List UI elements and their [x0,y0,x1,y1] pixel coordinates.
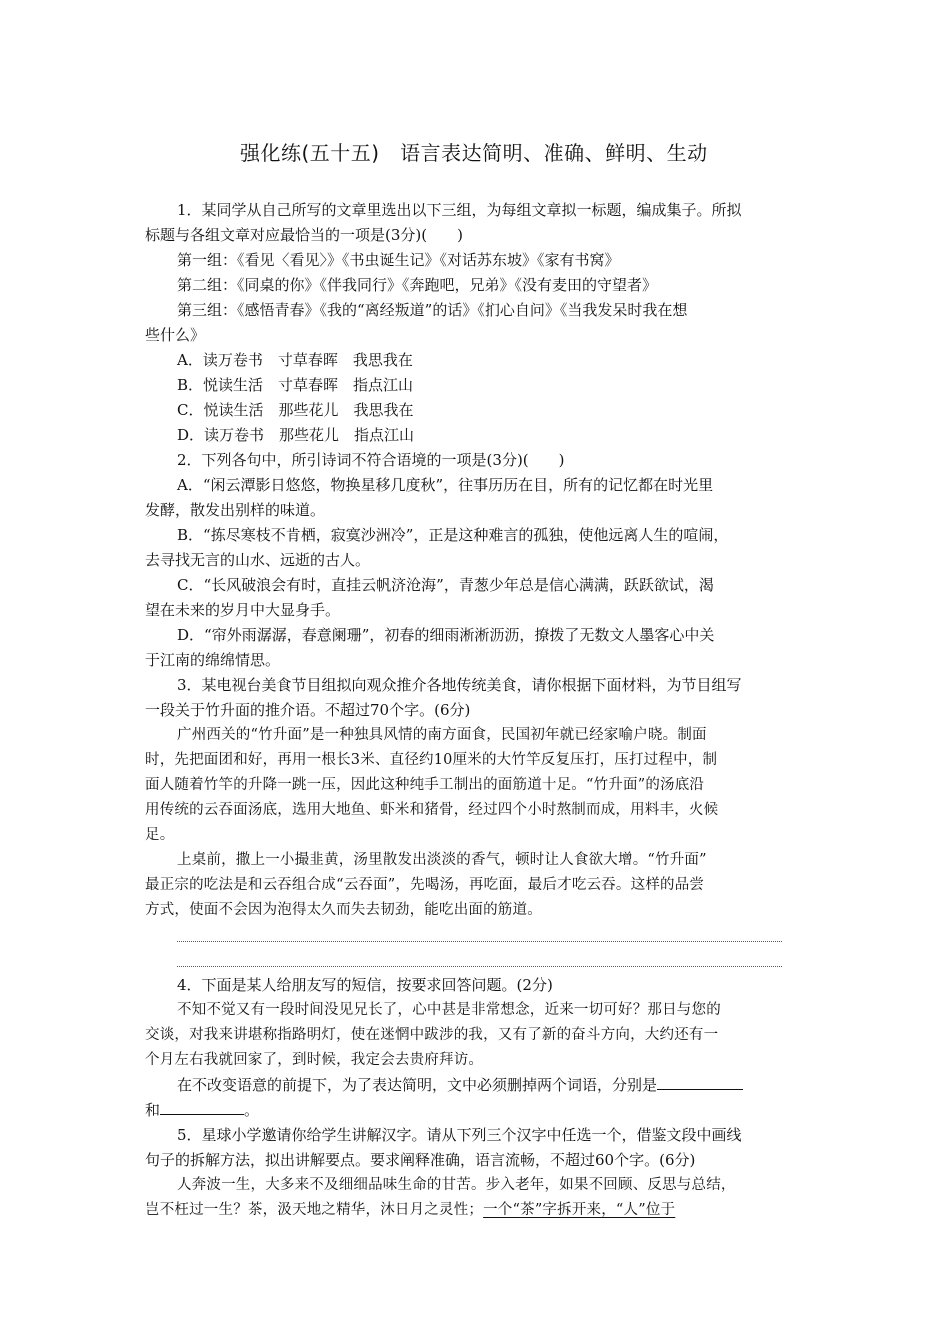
q5-stem-line2: 句子的拆解方法，拟出讲解要点。要求阐释准确，语言流畅，不超过60个字。(6分) [145,1151,696,1169]
q3-material-p2-line3: 方式，使面不会因为泡得太久而失去韧劲，能吃出面的筋道。 [145,902,542,918]
q2-option-b-line1: B．“拣尽寒枝不肯栖，寂寞沙洲冷”，正是这种难言的孤独，使他远离人生的喧闹， [177,526,729,544]
q4-stem: 4．下面是某人给朋友写的短信，按要求回答问题。(2分) [177,976,553,994]
q2-option-b-line2: 去寻找无言的山水、远逝的古人。 [145,551,371,569]
q5-stem-line1: 5．星球小学邀请你给学生讲解汉字。请从下列三个汉字中任选一个，借鉴文段中画线 [177,1126,742,1144]
q4-message-line3: 个月左右我就回家了，到时候，我定会去贵府拜访。 [145,1052,484,1068]
q1-stem-line1: 1．某同学从自己所写的文章里选出以下三组，为每组文章拟一标题，编成集子。所拟 [177,201,742,219]
q1-option-b: B．悦读生活 寸草春晖 指点江山 [177,376,414,394]
q3-material-p1-line4: 用传统的云吞面汤底，选用大地鱼、虾米和猪骨，经过四个小时熬制而成，用料丰，火候 [145,802,719,818]
q2-stem: 2．下列各句中，所引诗词不符合语境的一项是(3分)( ) [177,451,565,469]
q3-material-p2-line1: 上桌前，撒上一小撮韭黄，汤里散发出淡淡的香气，顿时让人食欲大增。“竹升面” [177,852,707,868]
q4-message-line1: 不知不觉又有一段时间没见兄长了，心中甚是非常想念，近来一切可好？那日与您的 [177,1002,721,1018]
q3-stem-line1: 3．某电视台美食节目组拟向观众推介各地传统美食，请你根据下面材料，为节目组写 [177,676,742,694]
q5-passage-underlined: 一个“茶”字拆开来，“人”位于 [483,1202,676,1218]
q4-requirement-and: 和 [145,1101,161,1119]
q3-answer-line-2[interactable] [177,966,782,967]
q4-answer-blank-1[interactable] [657,1073,743,1090]
q4-requirement-text: 在不改变语意的前提下，为了表达简明，文中必须删掉两个词语，分别是 [177,1076,658,1094]
q3-material-p2-line2: 最正宗的吃法是和云吞组合成“云吞面”，先喝汤，再吃面，最后才吃云吞。这样的品尝 [145,877,705,893]
q1-option-c: C．悦读生活 那些花儿 我思我在 [177,401,414,419]
q2-option-d-line2: 于江南的绵绵情思。 [145,651,281,669]
q3-answer-line-1[interactable] [177,941,782,942]
q1-option-a: A．读万卷书 寸草春晖 我思我在 [177,351,413,369]
q1-group1: 第一组：《看见〈看见〉》《书虫诞生记》《对话苏东坡》《家有书窝》 [177,251,620,269]
q1-option-d: D．读万卷书 那些花儿 指点江山 [177,426,415,444]
q2-option-a-line2: 发酵，散发出别样的味道。 [145,501,326,519]
q2-option-d-line1: D．“帘外雨潺潺，春意阑珊”，初春的细雨淅淅沥沥，撩拨了无数文人墨客心中关 [177,626,715,644]
q4-message-line2: 交谈，对我来讲堪称指路明灯，使在迷惘中跋涉的我，又有了新的奋斗方向，大约还有一 [145,1027,719,1043]
q2-option-c-line1: C．“长风破浪会有时，直挂云帆济沧海”，青葱少年总是信心满满，跃跃欲试，渴 [177,576,714,594]
q3-material-p1-line5: 足。 [145,827,175,843]
q3-material-p1-line3: 面人随着竹竿的升降一跳一压，因此这种纯手工制出的面筋道十足。“竹升面”的汤底沿 [145,777,705,793]
q4-requirement-line1 [145,1073,839,1097]
q1-group2: 第二组：《同桌的你》《伴我同行》《奔跑吧，兄弟》《没有麦田的守望者》 [177,276,658,294]
q5-passage-plain: 岂不枉过一生？茶，汲天地之精华，沐日月之灵性； [145,1202,484,1218]
q4-answer-blank-2[interactable] [160,1098,244,1115]
q1-stem-line2: 标题与各组文章对应最恰当的一项是(3分)( ) [145,226,463,244]
q5-passage-line2 [145,1198,807,1222]
q2-option-a-line1: A．“闲云潭影日悠悠，物换星移几度秋”，往事历历在目，所有的记忆都在时光里 [177,476,714,494]
q4-requirement-end: 。 [244,1101,260,1119]
q3-material-p1-line1: 广州西关的“竹升面”是一种独具风情的南方面食，民国初年就已经家喻户晓。制面 [177,727,707,743]
q4-requirement-line2 [145,1098,807,1122]
q5-passage-line1: 人奔波一生，大多来不及细细品味生命的甘苦。步入老年，如果不回顾、反思与总结， [177,1177,736,1193]
q1-group3-line2: 些什么》 [145,326,206,344]
q3-stem-line2: 一段关于竹升面的推介语。不超过70个字。(6分) [145,701,471,719]
q1-group3-line1: 第三组：《感悟青春》《我的“离经叛道”的话》《扪心自问》《当我发呆时我在想 [177,301,688,319]
page-title: 强化练(五十五) 语言表达简明、准确、鲜明、生动 [240,141,708,165]
q3-material-p1-line2: 时，先把面团和好，再用一根长3米、直径约10厘米的大竹竿反复压打，压打过程中，制 [145,752,718,768]
q2-option-c-line2: 望在未来的岁月中大显身手。 [145,601,341,619]
